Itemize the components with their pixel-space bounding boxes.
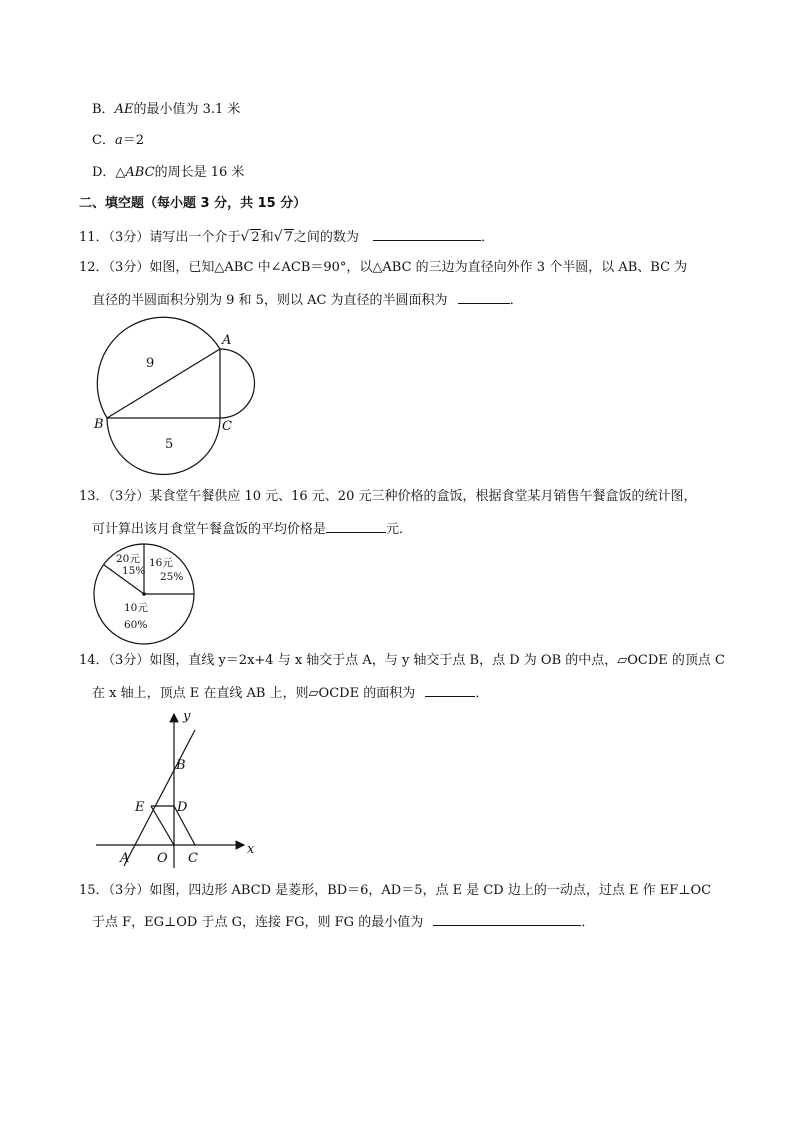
option-c: C．a＝2 bbox=[92, 133, 144, 148]
point-a-label: A bbox=[120, 851, 130, 866]
slice-pct-16: 25% bbox=[160, 571, 184, 583]
point-o-label: O bbox=[157, 851, 168, 866]
question-13-line2: 可计算出该月食堂午餐盒饭的平均价格是 元． bbox=[92, 522, 413, 537]
option-b: B．AE的最小值为 3.1 米 bbox=[92, 102, 241, 117]
question-14-line1: 14．（3分）如图，直线 y＝2x+4 与 x 轴交于点 A，与 y 轴交于点 B，点 D 为 OB 的中点，▱OCDE 的顶点 C bbox=[79, 653, 726, 668]
point-a-label: A bbox=[222, 333, 232, 348]
slice-label-16: 16元 bbox=[149, 557, 173, 569]
y-axis-label: y bbox=[183, 709, 191, 724]
label-5: 5 bbox=[165, 437, 174, 452]
question-13-line1: 13．（3分）某食堂午餐供应 10 元、16 元、20 元三种价格的盒饭，根据食堂某月销售午餐盒饭的统计图， bbox=[79, 489, 697, 504]
segment-eo bbox=[151, 806, 174, 845]
option-d: D．△ABC的周长是 16 米 bbox=[92, 165, 245, 180]
point-c-label: C bbox=[188, 851, 198, 866]
question-15-line1: 15．（3分）如图，四边形 ABCD 是菱形，BD＝6，AD＝5，点 E 是 CD 边上的一动点，过点 E 作 EF⊥OC bbox=[79, 883, 712, 898]
slice-pct-20: 15% bbox=[122, 565, 146, 577]
answer-blank-15[interactable] bbox=[433, 913, 581, 926]
slice-label-10: 10元 bbox=[124, 602, 148, 614]
question-14-line2: 在 x 轴上，顶点 E 在直线 AB 上，则▱OCDE 的面积为 ． bbox=[92, 686, 489, 701]
point-c-label: C bbox=[222, 419, 232, 434]
sqrt-2: √ 2 bbox=[240, 229, 260, 245]
point-b-label: B bbox=[94, 417, 104, 432]
x-axis-label: x bbox=[247, 842, 255, 857]
point-b-label: B bbox=[176, 758, 186, 773]
sqrt-7: √ 7 bbox=[273, 229, 293, 245]
label-9: 9 bbox=[146, 356, 155, 371]
slice-pct-10: 60% bbox=[124, 619, 148, 631]
point-e-label: E bbox=[135, 800, 145, 815]
question-15-line2: 于点 F，EG⊥OD 于点 G，连接 FG，则 FG 的最小值为 ． bbox=[92, 915, 595, 930]
slice-label-20: 20元 bbox=[116, 553, 140, 565]
point-d-label: D bbox=[177, 800, 188, 815]
question-12-line2: 直径的半圆面积分别为 9 和 5，则以 AC 为直径的半圆面积为 ． bbox=[92, 293, 523, 308]
question-11: 11．（3分）请写出一个介于 √ 2和 √ 7之间的数为 ． bbox=[79, 229, 495, 245]
question-12-line1: 12．（3分）如图，已知△ABC 中∠ACB＝90°，以△ABC 的三边为直径向外作 3 个半圆，以 AB、BC 为 bbox=[79, 260, 688, 275]
section-title: 二、填空题（每小题 3 分，共 15 分） bbox=[79, 196, 307, 211]
